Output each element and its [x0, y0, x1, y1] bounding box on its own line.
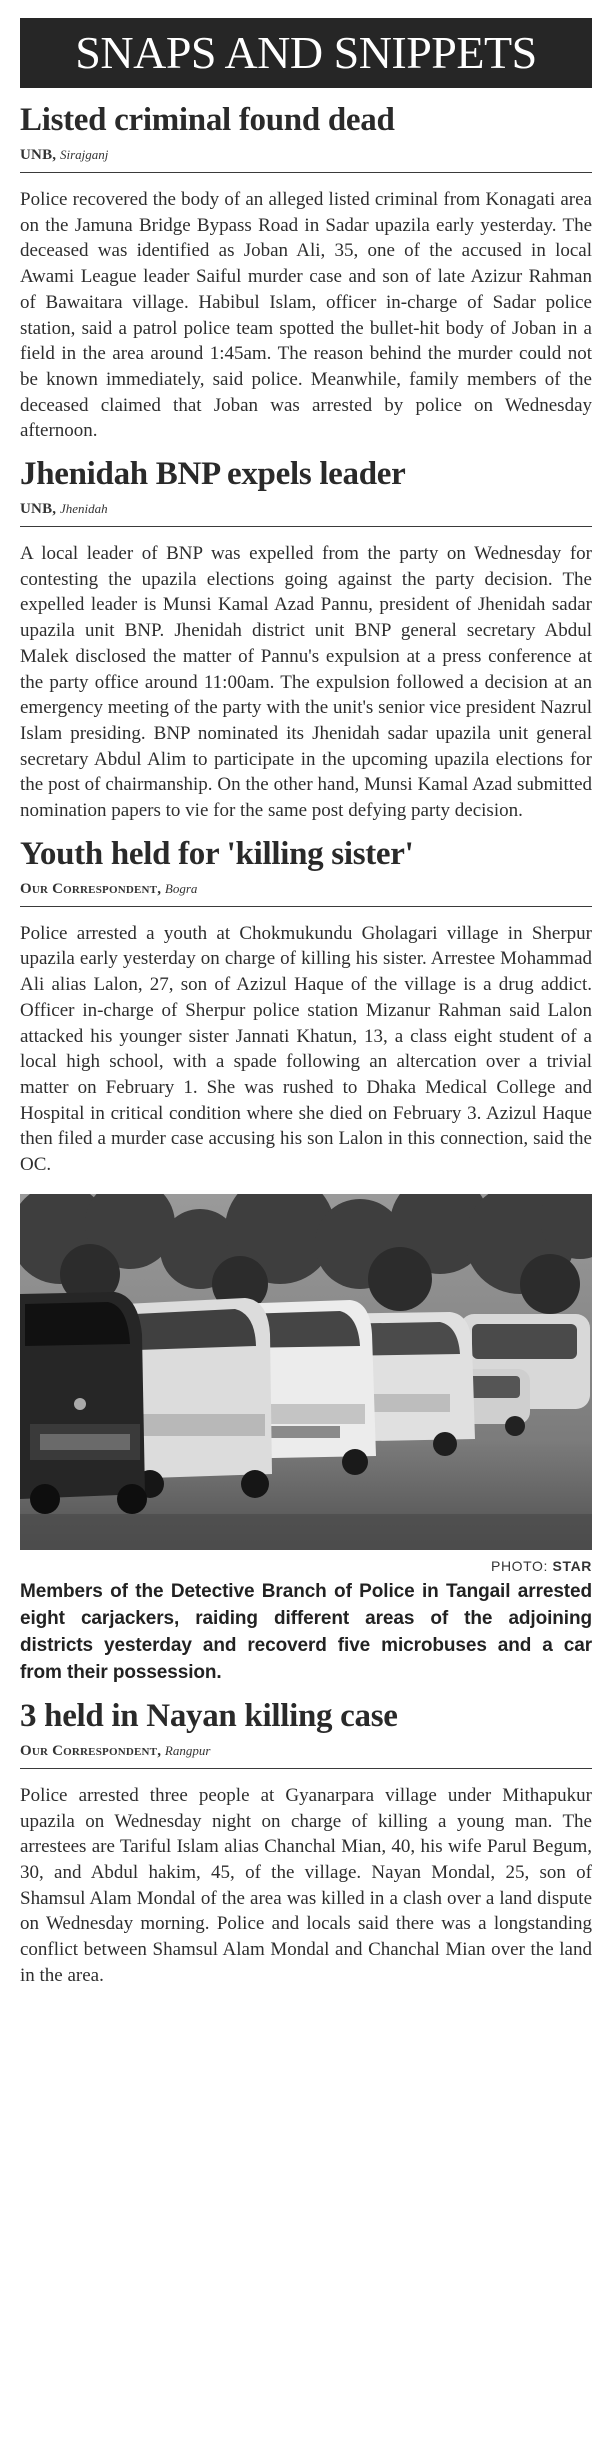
story-body: Police arrested a youth at Chokmukundu Gholagari village in Sherpur upazila early yesterday on charge of killing his sister. Arrestee Mohammad Ali alias Lalon, 27, son of Azizul Haque of the village is a drug addict. Officer in-charge of Sherpur police station Mizanur Rahman said Lalon attacked his younger sister Jannati Khatun, 13, a class eight student of a local high school, with a spade following an altercation over a trivial matter on February 1. She was rushed to Dhaka Medical College and Hospital in critical condition where she died on February 3. Azizul Haque then filed a murder case accusing his son Lalon in this connection, said the OC.	[20, 922, 592, 1176]
byline-source: UNB,	[20, 501, 57, 518]
story-headline: 3 held in Nayan killing case	[20, 1697, 398, 1734]
story-nayan-killing	[20, 1696, 592, 1989]
photo-credit	[20, 1558, 592, 1574]
story-byline	[20, 500, 592, 527]
byline-source: UNB,	[20, 147, 57, 163]
section-title: SNAPS AND SNIPPETS	[75, 27, 537, 78]
story-byline	[20, 1742, 592, 1769]
photo-caption: Members of the Detective Branch of Police in Tangail arrested eight carjackers, raiding different areas of the adjoining districts yesterday and recoverd five microbuses and a car from their possession.	[20, 1580, 592, 1683]
microbuses-photo-image	[20, 1194, 592, 1550]
story-youth-held	[20, 834, 592, 1178]
byline-location: Rangpur	[164, 1742, 211, 1758]
story-jhenidah-bnp	[20, 454, 592, 824]
photo-credit-prefix: PHOTO:	[491, 1557, 553, 1574]
byline-source: Our Correspondent,	[20, 1742, 162, 1759]
story-headline: Listed criminal found dead	[20, 102, 395, 138]
section-banner	[20, 18, 592, 88]
story-headline: Jhenidah BNP expels leader	[20, 456, 406, 493]
story-byline	[20, 880, 592, 907]
story-byline	[20, 146, 592, 173]
story-headline: Youth held for 'killing sister'	[20, 835, 414, 872]
byline-location: Bogra	[164, 880, 198, 896]
byline-location: Jhenidah	[59, 501, 108, 517]
story-listed-criminal	[20, 100, 592, 444]
story-body: Police recovered the body of an alleged listed criminal from Konagati area on the Jamuna Bridge Bypass Road in Sadar upazila early yesterday. The deceased was identified as Joban Ali, 35, one of the accused in local Awami League leader Saiful murder case and son of late Azizur Rahman of Bawaitara village. Habibul Islam, officer in-charge of Sadar police station, said a patrol police team spotted the bullet-hit body of Joban in a field in the area around 1:45am. The reason behind the murder could not be known immediately, said police. Meanwhile, family members of the deceased claimed that Joban was arrested by police on Wednesday afternoon.	[20, 189, 592, 442]
byline-source: Our Correspondent,	[20, 880, 162, 897]
byline-location: Sirajganj	[59, 147, 109, 162]
story-body: A local leader of BNP was expelled from the party on Wednesday for contesting the upazila elections going against the party decision. The expelled leader is Munsi Kamal Azad Pannu, president of Jhenidah sadar upazila unit BNP. Jhenidah district unit BNP general secretary Abdul Malek disclosed the matter of Pannu's expulsion at a press conference at the party office around 11:00am. The expulsion followed a decision at an emergency meeting of the party with the unit's senior vice president Nazrul Islam presiding. BNP nominated its Jhenidah sadar upazila unit general secretary Abdul Alim to participate in the upcoming upazila elections for the post of chairmanship. On the other hand, Munsi Kamal Azad submitted nomination papers to vie for the same post defying party decision.	[20, 543, 592, 822]
newspaper-page	[0, 18, 610, 2461]
photo-credit-name: STAR	[552, 1557, 592, 1574]
news-photo	[20, 1194, 592, 1550]
story-body: Police arrested three people at Gyanarpara village under Mithapukur upazila on Wednesday night on charge of killing a young man. The arrestees are Tariful Islam alias Chanchal Mian, 40, his wife Parul Begum, 30, and Abdul hakim, 45, of the village. Nayan Mondal, 25, son of Shamsul Alam Mondal of the area was killed in a clash over a land dispute on Wednesday morning. Police and locals said there was a longstanding conflict between Shamsul Alam Mondal and Chanchal Mian over the land in the area.	[20, 1784, 592, 1986]
